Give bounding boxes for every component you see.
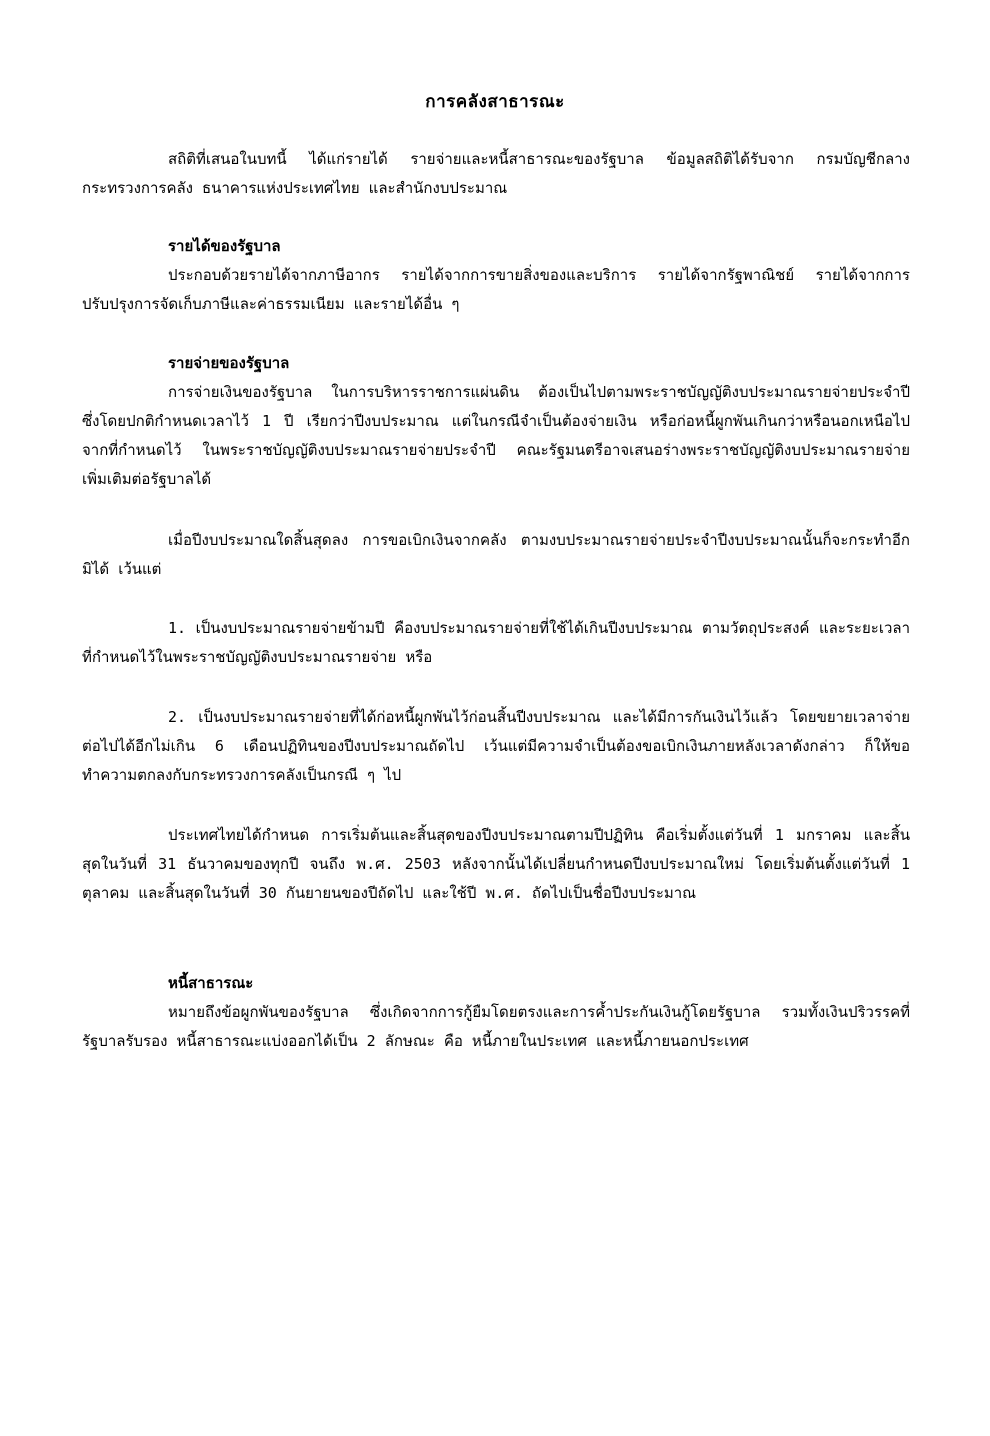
- expenditure-paragraph: [82, 378, 910, 494]
- item-1-text: 1. เป็นงบประมาณรายจ่ายข้ามปี คืองบประมาณรายจ่ายที่ใช้ได้เกินปีงบประมาณ ตามวัตถุประสงค์ และระยะเวลาที่กำหนดไว้ในพระราชบัญญัติงบประมาณรายจ่าย หรือ: [82, 619, 910, 666]
- fiscal-year-paragraph: [82, 821, 910, 908]
- item-2-text: 2. เป็นงบประมาณรายจ่ายที่ได้ก่อหนี้ผูกพันไว้ก่อนสิ้นปีงบประมาณ และได้มีการกันเงินไว้แล้ว โดยขยายเวลาจ่ายต่อไปได้อีกไม่เกิน 6 เดือนปฏิทินของปีงบประมาณถัดไป เว้นแต่มีความจำเป็นต้องขอเบิกเงินภายหลังเวลาดังกล่าว ก็ให้ขอทำความตกลงกับกระทรวงการคลังเป็นกรณี ๆ ไป: [82, 708, 910, 784]
- revenue-heading: รายได้ของรัฐบาล: [168, 237, 281, 255]
- public-debt-heading: หนี้สาธารณะ: [168, 974, 254, 992]
- revenue-paragraph: [82, 261, 910, 319]
- intro-paragraph: [82, 145, 910, 203]
- end-of-year-text: เมื่อปีงบประมาณใดสิ้นสุดลง การขอเบิกเงินจากคลัง ตามงบประมาณรายจ่ายประจำปีงบประมาณนั้นก็จะกระทำอีกมิได้ เว้นแต่: [82, 531, 910, 578]
- revenue-text: ประกอบด้วยรายได้จากภาษีอากร รายได้จากการขายสิ่งของและบริการ รายได้จากรัฐพาณิชย์ รายได้จากการปรับปรุงการจัดเก็บภาษีและค่าธรรมเนียม และรายได้อื่น ๆ: [82, 266, 910, 313]
- public-debt-text: หมายถึงข้อผูกพันของรัฐบาล ซึ่งเกิดจากการกู้ยืมโดยตรงและการค้ำประกันเงินกู้โดยรัฐบาล รวมทั้งเงินปริวรรคที่รัฐบาลรับรอง หนี้สาธารณะแบ่งออกได้เป็น 2 ลักษณะ คือ หนี้ภายในประเทศ และหนี้ภายนอกประเทศ: [82, 1003, 910, 1050]
- intro-text: สถิติที่เสนอในบทนี้ ได้แก่รายได้ รายจ่ายและหนี้สาธารณะของรัฐบาล ข้อมูลสถิติได้รับจาก กรมบัญชีกลาง กระทรวงการคลัง ธนาคารแห่งประเทศไทย และสำนักงบประมาณ: [82, 150, 910, 197]
- end-of-year-paragraph: [82, 526, 910, 584]
- item-2-paragraph: [82, 703, 910, 790]
- expenditure-text: การจ่ายเงินของรัฐบาล ในการบริหารราชการแผ่นดิน ต้องเป็นไปตามพระราชบัญญัติงบประมาณรายจ่ายประจำปี ซึ่งโดยปกติกำหนดเวลาไว้ 1 ปี เรียกว่าปีงบประมาณ แต่ในกรณีจำเป็นต้องจ่ายเงิน หรือก่อหนี้ผูกพันเกินกว่าหรือนอกเหนือไปจากที่กำหนดไว้ ในพระราชบัญญัติงบประมาณรายจ่ายประจำปี คณะรัฐมนตรีอาจเสนอร่างพระราชบัญญัติงบประมาณรายจ่ายเพิ่มเติมต่อรัฐบาลได้: [82, 383, 910, 488]
- expenditure-heading: รายจ่ายของรัฐบาล: [168, 354, 290, 372]
- page-title: การคลังสาธารณะ: [425, 92, 565, 112]
- public-debt-paragraph: [82, 998, 910, 1056]
- fiscal-year-text: ประเทศไทยได้กำหนด การเริ่มต้นและสิ้นสุดของปีงบประมาณตามปีปฏิทิน คือเริ่มตั้งแต่วันที่ 1 มกราคม และสิ้นสุดในวันที่ 31 ธันวาคมของทุกปี จนถึง พ.ศ. 2503 หลังจากนั้นได้เปลี่ยนกำหนดปีงบประมาณใหม่ โดยเริ่มต้นตั้งแต่วันที่ 1 ตุลาคม และสิ้นสุดในวันที่ 30 กันยายนของปีถัดไป และใช้ปี พ.ศ. ถัดไปเป็นชื่อปีงบประมาณ: [82, 826, 910, 902]
- item-1-paragraph: [82, 614, 910, 672]
